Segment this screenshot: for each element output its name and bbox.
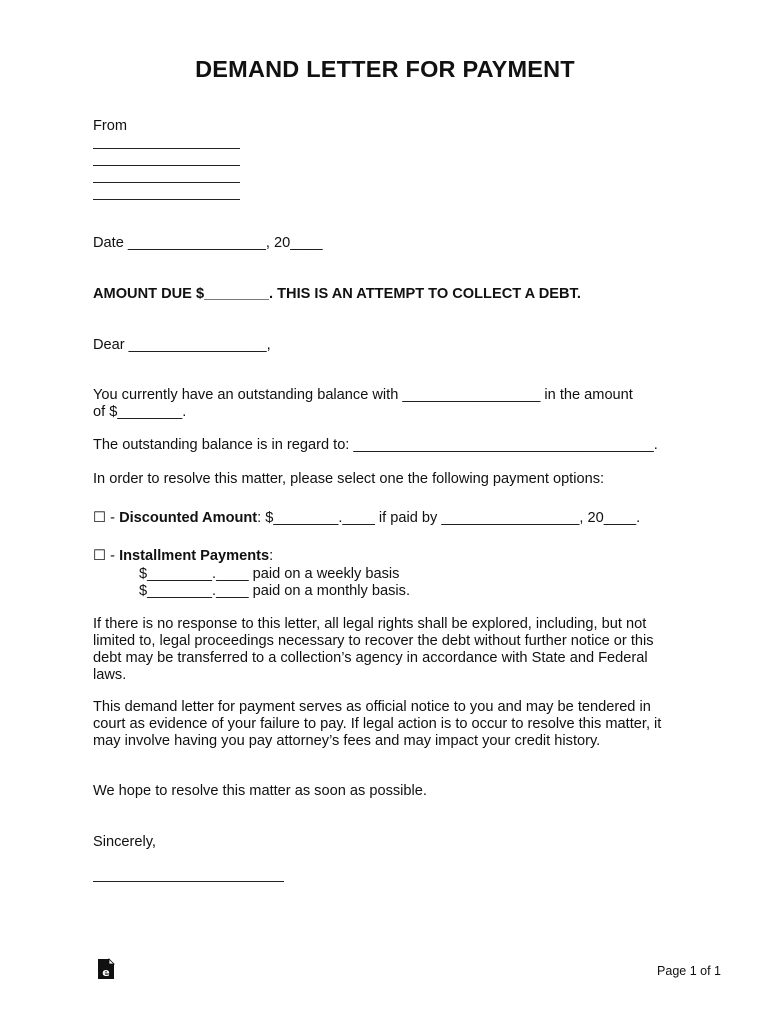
discounted-checkbox[interactable]: ☐ <box>93 510 107 526</box>
installment-colon: : <box>269 548 274 564</box>
options-intro: In order to resolve this matter, please select one the following payment options: <box>93 471 605 487</box>
legal-rights-paragraph: If there is no response to this letter, all legal rights shall be explored, including, but not limited to, legal proceedings necessary to recover the debt without further notice or this debt may be transferred to a collection’s agency in accordance with State and Federal laws. <box>93 616 654 683</box>
regard-line: The outstanding balance is in regard to: _____________________________________. <box>93 437 658 453</box>
balance-line-1: You currently have an outstanding balance with _________________ in the amount <box>93 387 633 403</box>
discounted-terms: : $________.____ if paid by _________________, 20____. <box>257 510 641 526</box>
from-address-line-4[interactable] <box>93 199 240 200</box>
signature-line[interactable] <box>93 881 284 882</box>
option-installment-payments <box>93 548 273 565</box>
from-address-line-3[interactable] <box>93 182 240 183</box>
installment-monthly-line: $________.____ paid on a monthly basis. <box>139 583 411 599</box>
balance-line-2: of $________. <box>93 404 187 420</box>
from-address-line-1[interactable] <box>93 148 240 149</box>
installment-label: Installment Payments <box>119 548 270 564</box>
discounted-dash: - <box>106 510 120 526</box>
svg-text:e: e <box>102 966 110 979</box>
page-number: Page 1 of 1 <box>657 964 721 978</box>
sign-off: Sincerely, <box>93 834 156 850</box>
installment-checkbox[interactable]: ☐ <box>93 548 107 564</box>
date-line: Date _________________, 20____ <box>93 235 323 251</box>
from-address-line-2[interactable] <box>93 165 240 166</box>
amount-due-line: AMOUNT DUE $________. THIS IS AN ATTEMPT TO COLLECT A DEBT. <box>93 286 581 302</box>
option-discounted-amount <box>93 510 640 527</box>
salutation-line: Dear _________________, <box>93 337 271 353</box>
document-title: DEMAND LETTER FOR PAYMENT <box>195 56 575 82</box>
eforms-logo-icon <box>97 958 115 980</box>
official-notice-paragraph: This demand letter for payment serves as official notice to you and may be tendered in court as evidence of your failure to pay. If legal action is to occur to resolve this matter, it may involve having you pay attorney’s fees and may impact your credit history. <box>93 699 662 749</box>
from-label: From <box>93 118 128 134</box>
discounted-label: Discounted Amount <box>119 510 258 526</box>
installment-dash: - <box>106 548 120 564</box>
closing-hope: We hope to resolve this matter as soon as possible. <box>93 783 427 799</box>
installment-weekly-line: $________.____ paid on a weekly basis <box>139 566 400 582</box>
